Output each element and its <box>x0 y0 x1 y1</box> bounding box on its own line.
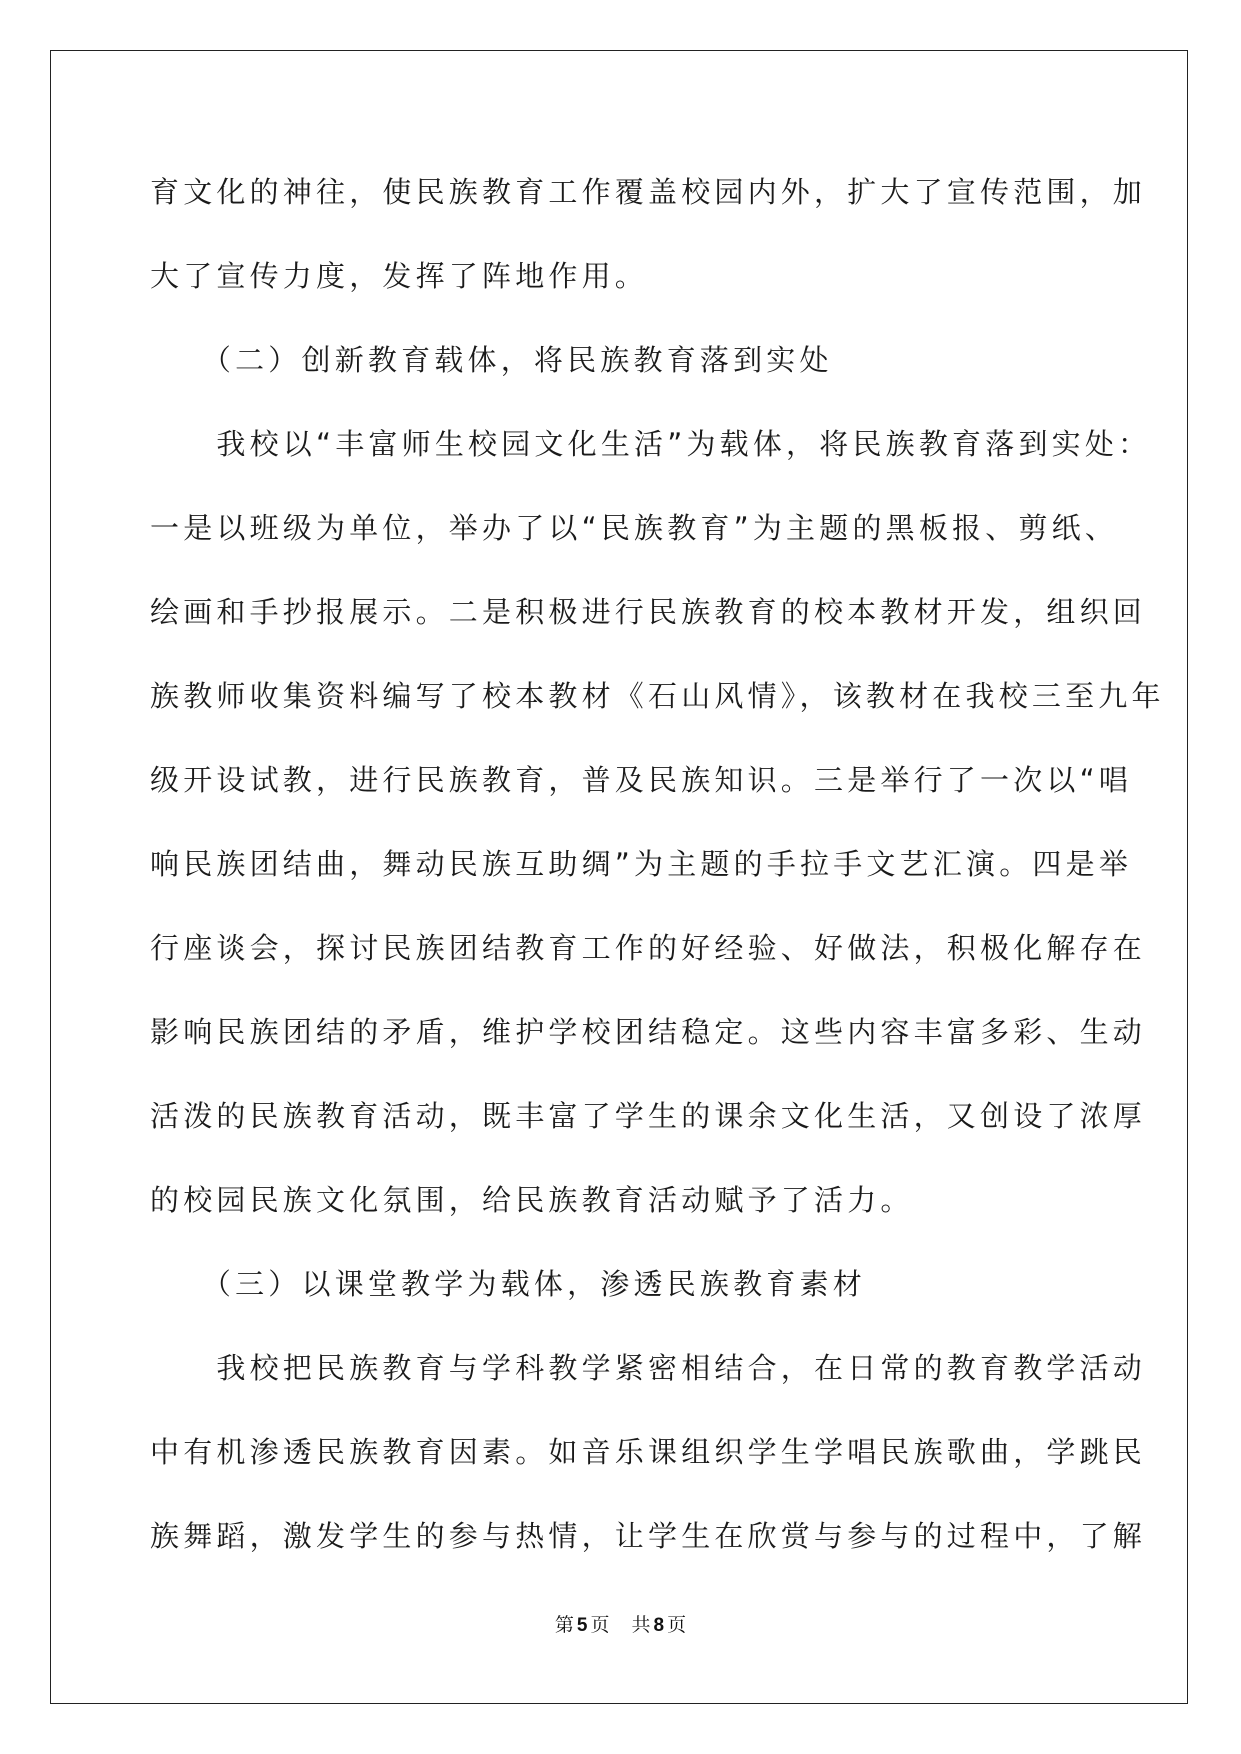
document-body <box>150 160 1165 1588</box>
section-heading: （二）创新教育载体，将民族教育落到实处 <box>150 343 833 377</box>
text-line: 大了宣传力度，发挥了阵地作用。 <box>150 259 649 293</box>
text-line: 绘画和手抄报展示。二是积极进行民族教育的校本教材开发，组织回 <box>150 595 1147 629</box>
total-prefix: 共 <box>631 1614 651 1636</box>
text-line: 我校以“丰富师生校园文化生活”为载体，将民族教育落到实处： <box>150 427 1152 461</box>
page-footer <box>0 1610 1241 1637</box>
page-suffix: 页 <box>590 1614 610 1636</box>
text-line: 行座谈会，探讨民族团结教育工作的好经验、好做法，积极化解存在 <box>150 931 1147 965</box>
text-line: 族舞蹈，激发学生的参与热情，让学生在欣赏与参与的过程中，了解 <box>150 1519 1147 1553</box>
section-heading: （三）以课堂教学为载体，渗透民族教育素材 <box>150 1267 866 1301</box>
text-line: 中有机渗透民族教育因素。如音乐课组织学生学唱民族歌曲，学跳民 <box>150 1435 1147 1469</box>
text-line: 响民族团结曲，舞动民族互助绸”为主题的手拉手文艺汇演。四是举 <box>150 847 1133 881</box>
text-line: 级开设试教，进行民族教育，普及民族知识。三是举行了一次以“唱 <box>150 763 1133 797</box>
page-current: 5 <box>576 1615 588 1636</box>
text-line: 一是以班级为单位，举办了以“民族教育”为主题的黑板报、剪纸、 <box>150 511 1119 545</box>
total-suffix: 页 <box>667 1614 687 1636</box>
text-line: 育文化的神往，使民族教育工作覆盖校园内外，扩大了宣传范围，加 <box>150 175 1147 209</box>
text-line: 的校园民族文化氛围，给民族教育活动赋予了活力。 <box>150 1183 914 1217</box>
text-line: 族教师收集资料编写了校本教材《石山风情》，该教材在我校三至九年 <box>150 679 1165 713</box>
page-prefix: 第 <box>554 1614 574 1636</box>
text-line: 活泼的民族教育活动，既丰富了学生的课余文化生活，又创设了浓厚 <box>150 1099 1147 1133</box>
page-total: 8 <box>653 1615 665 1636</box>
text-line: 我校把民族教育与学科教学紧密相结合，在日常的教育教学活动 <box>150 1351 1147 1385</box>
text-line: 影响民族团结的矛盾，维护学校团结稳定。这些内容丰富多彩、生动 <box>150 1015 1147 1049</box>
